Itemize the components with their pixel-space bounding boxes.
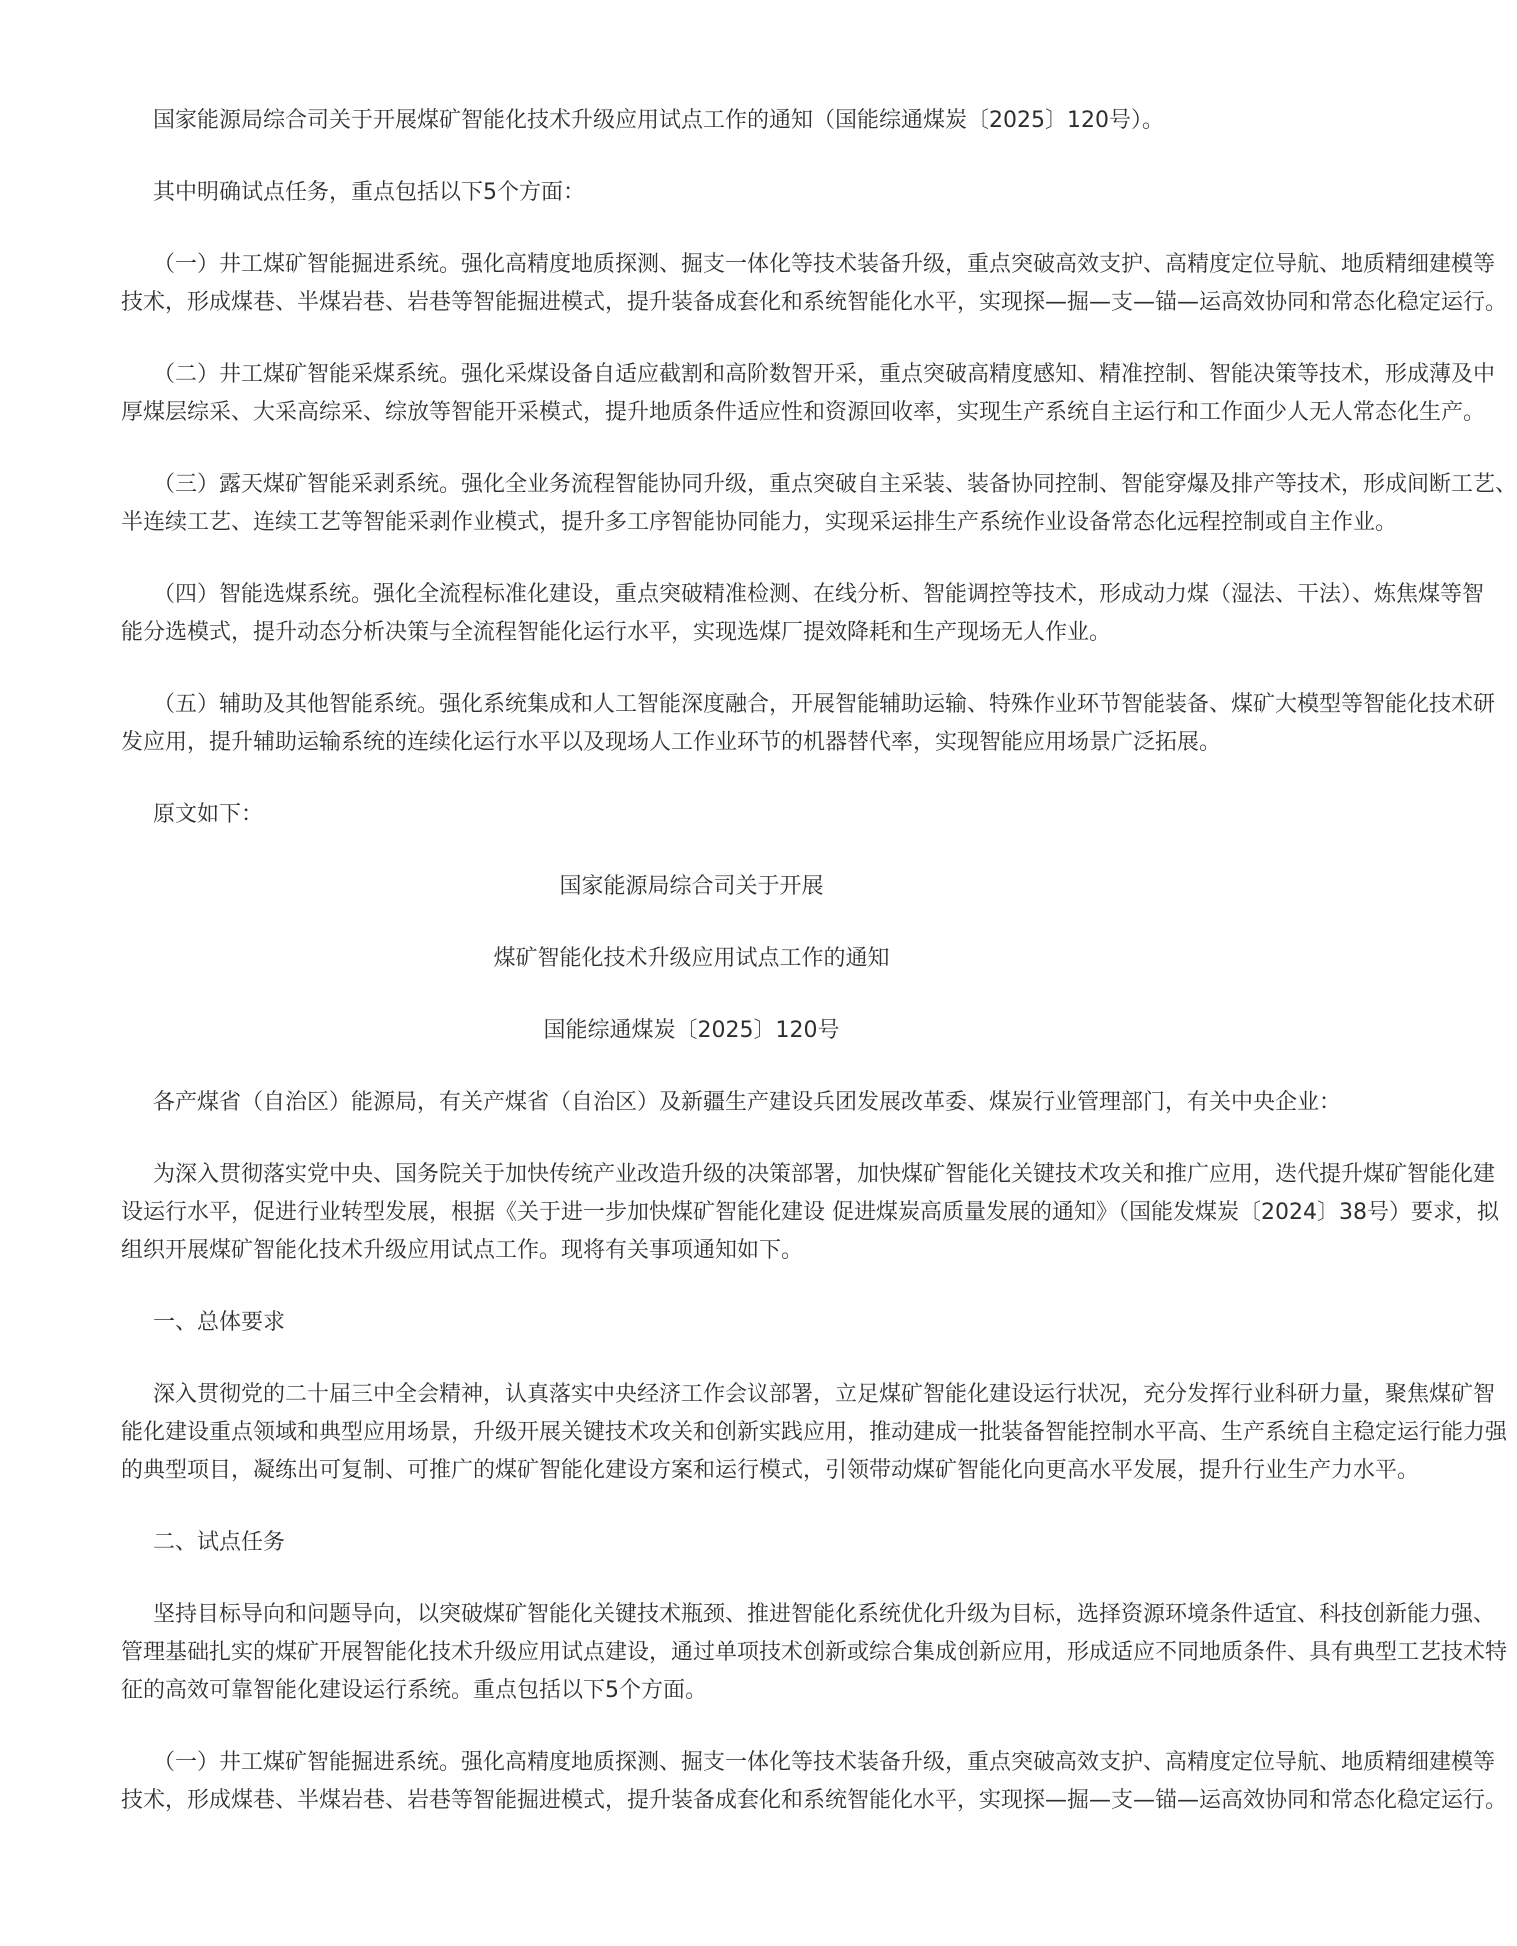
text-line: 国家能源局综合司关于开展: [559, 874, 824, 899]
text-line: 厚煤层综采、大采高综采、综放等智能开采模式，提升地质条件适应性和资源回收率，实现生产系统自主运行和工作面少人无人常态化生产。: [121, 400, 1486, 425]
text-line: （四）智能选煤系统。强化全流程标准化建设，重点突破精准检测、在线分析、智能调控等技术，形成动力煤（湿法、干法）、炼焦煤等智: [153, 582, 1485, 607]
text-line: 半连续工艺、连续工艺等智能采剥作业模式，提升多工序智能协同能力，实现采运排生产系统作业设备常态化远程控制或自主作业。: [121, 510, 1398, 535]
document-body: [121, 102, 1517, 1854]
paragraph: [121, 796, 1262, 834]
text-line: 坚持目标导向和问题导向，以突破煤矿智能化关键技术瓶颈、推进智能化系统优化升级为目标，选择资源环境条件适宜、科技创新能力强、: [153, 1602, 1496, 1627]
text-line: 技术，形成煤巷、半煤岩巷、岩巷等智能掘进模式，提升装备成套化和系统智能化水平，实现探—掘—支—锚—运高效协同和常态化稳定运行。: [121, 290, 1508, 315]
text-line: 发应用，提升辅助运输系统的连续化运行水平以及现场人工作业环节的机器替代率，实现智能应用场景广泛拓展。: [121, 730, 1222, 755]
text-line: 其中明确试点任务，重点包括以下5个方面：: [153, 180, 585, 205]
document-title: [121, 1012, 1262, 1050]
paragraph: [121, 576, 1485, 652]
section-heading: [121, 1524, 1262, 1562]
text-line: 的典型项目，凝练出可复制、可推广的煤矿智能化建设方案和运行模式，引领带动煤矿智能化向更高水平发展，提升行业生产力水平。: [121, 1458, 1420, 1483]
document-title: [121, 868, 1262, 906]
text-line: 管理基础扎实的煤矿开展智能化技术升级应用试点建设，通过单项技术创新或综合集成创新应用，形成适应不同地质条件、具有典型工艺技术特: [121, 1640, 1508, 1665]
text-line: 煤矿智能化技术升级应用试点工作的通知: [493, 946, 890, 971]
paragraph: [121, 174, 1262, 212]
text-line: 原文如下：: [153, 802, 264, 827]
text-line: 能分选模式，提升动态分析决策与全流程智能化运行水平，实现选煤厂提效降耗和生产现场无人作业。: [121, 620, 1112, 645]
text-line: 二、试点任务: [153, 1530, 286, 1555]
text-line: 征的高效可靠智能化建设运行系统。重点包括以下5个方面。: [121, 1678, 707, 1703]
section-heading: [121, 1304, 1262, 1342]
text-line: （二）井工煤矿智能采煤系统。强化采煤设备自适应截割和高阶数智开采，重点突破高精度感知、精准控制、智能决策等技术，形成薄及中: [153, 362, 1496, 387]
text-line: （一）井工煤矿智能掘进系统。强化高精度地质探测、掘支一体化等技术装备升级，重点突破高效支护、高精度定位导航、地质精细建模等: [153, 252, 1496, 277]
paragraph: [121, 246, 1508, 322]
text-line: 深入贯彻党的二十届三中全会精神，认真落实中央经济工作会议部署，立足煤矿智能化建设运行状况，充分发挥行业科研力量，聚焦煤矿智: [153, 1382, 1496, 1407]
text-line: 能化建设重点领域和典型应用场景，升级开展关键技术攻关和创新实践应用，推动建成一批装备智能控制水平高、生产系统自主稳定运行能力强: [121, 1420, 1508, 1445]
paragraph: [121, 686, 1496, 762]
paragraph: [121, 102, 1262, 140]
text-line: 一、总体要求: [153, 1310, 286, 1335]
paragraph: [121, 356, 1496, 432]
text-line: 组织开展煤矿智能化技术升级应用试点工作。现将有关事项通知如下。: [121, 1238, 804, 1263]
paragraph: [121, 1596, 1508, 1710]
text-line: 国能综通煤炭〔2025〕120号: [543, 1018, 840, 1043]
text-line: 技术，形成煤巷、半煤岩巷、岩巷等智能掘进模式，提升装备成套化和系统智能化水平，实现探—掘—支—锚—运高效协同和常态化稳定运行。: [121, 1788, 1508, 1813]
text-line: 设运行水平，促进行业转型发展，根据《关于进一步加快煤矿智能化建设 促进煤炭高质量发展的通知》（国能发煤炭〔2024〕38号）要求，拟: [121, 1200, 1499, 1225]
text-line: 国家能源局综合司关于开展煤矿智能化技术升级应用试点工作的通知（国能综通煤炭〔2025〕120号）。: [153, 108, 1164, 133]
paragraph: [121, 1376, 1508, 1490]
paragraph: [121, 1744, 1508, 1820]
document-title: [121, 940, 1262, 978]
text-line: （五）辅助及其他智能系统。强化系统集成和人工智能深度融合，开展智能辅助运输、特殊作业环节智能装备、煤矿大模型等智能化技术研: [153, 692, 1496, 717]
text-line: （三）露天煤矿智能采剥系统。强化全业务流程智能协同升级，重点突破自主采装、装备协同控制、智能穿爆及排产等技术，形成间断工艺、: [153, 472, 1517, 497]
paragraph: [121, 466, 1517, 542]
text-line: 各产煤省（自治区）能源局，有关产煤省（自治区）及新疆生产建设兵团发展改革委、煤炭行业管理部门，有关中央企业：: [153, 1090, 1342, 1115]
paragraph: [121, 1156, 1499, 1270]
text-line: 为深入贯彻落实党中央、国务院关于加快传统产业改造升级的决策部署，加快煤矿智能化关键技术攻关和推广应用，迭代提升煤矿智能化建: [153, 1162, 1496, 1187]
paragraph: [121, 1084, 1342, 1122]
text-line: （一）井工煤矿智能掘进系统。强化高精度地质探测、掘支一体化等技术装备升级，重点突破高效支护、高精度定位导航、地质精细建模等: [153, 1750, 1496, 1775]
